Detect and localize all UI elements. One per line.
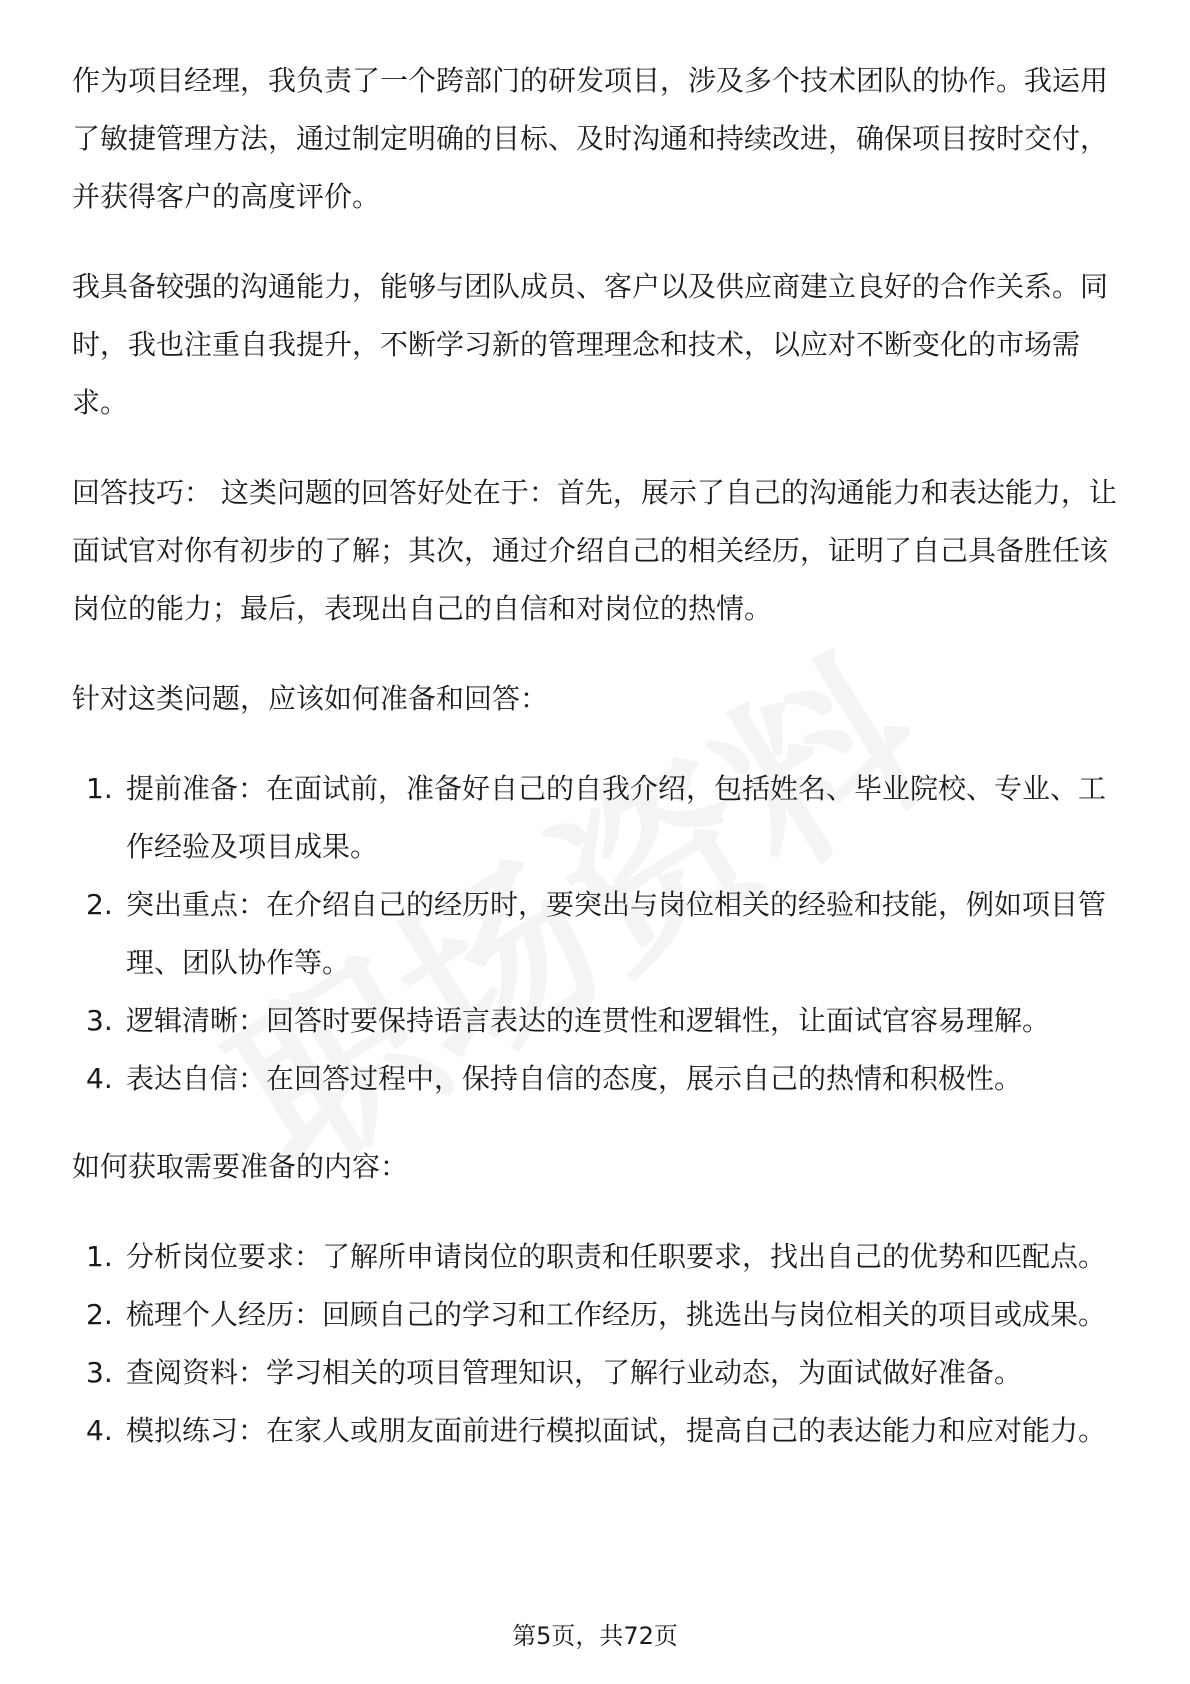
list-item [72, 1344, 1122, 1402]
heading-how-to-prepare: 针对这类问题，应该如何准备和回答： [72, 682, 549, 715]
list-number: 1. [86, 1240, 113, 1273]
list-item [72, 1402, 1122, 1460]
paragraph-communication-ability: 我具备较强的沟通能力，能够与团队成员、客户以及供应商建立良好的合作关系。同时，我也注重自我提升，不断学习新的管理理念和技术，以应对不断变化的市场需求。 [72, 270, 1109, 419]
preparation-list [72, 760, 1122, 1108]
list-item-text: 逻辑清晰：回答时要保持语言表达的连贯性和逻辑性，让面试官容易理解。 [126, 1004, 1051, 1037]
list-number: 4. [86, 1414, 113, 1447]
list-item [72, 992, 1122, 1050]
list-item-text: 提前准备：在面试前，准备好自己的自我介绍，包括姓名、毕业院校、专业、工作经验及项目成果。 [126, 772, 1107, 863]
list-item [72, 760, 1122, 876]
page-number-footer: 第5页，共72页 [512, 1622, 678, 1650]
list-item-text: 梳理个人经历：回顾自己的学习和工作经历，挑选出与岗位相关的项目或成果。 [126, 1298, 1107, 1331]
list-number: 3. [86, 1004, 113, 1037]
list-item [72, 1228, 1122, 1286]
list-number: 1. [86, 772, 113, 805]
list-item-text: 模拟练习：在家人或朋友面前进行模拟面试，提高自己的表达能力和应对能力。 [126, 1414, 1107, 1447]
list-item [72, 1286, 1122, 1344]
list-item-text: 分析岗位要求：了解所申请岗位的职责和任职要求，找出自己的优势和匹配点。 [126, 1240, 1107, 1273]
content-sources-list [72, 1228, 1122, 1460]
paragraph-answer-tips: 回答技巧： 这类问题的回答好处在于：首先，展示了自己的沟通能力和表达能力，让面试官对你有初步的了解；其次，通过介绍自己的相关经历，证明了自己具备胜任该岗位的能力；最后，表现出自己的自信和对岗位的热情。 [72, 476, 1117, 625]
list-item-text: 突出重点：在介绍自己的经历时，要突出与岗位相关的经验和技能，例如项目管理、团队协作等。 [126, 888, 1107, 979]
list-item-text: 表达自信：在回答过程中，保持自信的态度，展示自己的热情和积极性。 [126, 1062, 1023, 1095]
list-number: 3. [86, 1356, 113, 1389]
heading-how-to-get-content: 如何获取需要准备的内容： [72, 1150, 409, 1183]
document-body [72, 52, 1122, 1490]
list-number: 4. [86, 1062, 113, 1095]
list-item-text: 查阅资料：学习相关的项目管理知识，了解行业动态，为面试做好准备。 [126, 1356, 1023, 1389]
list-number: 2. [86, 1298, 113, 1331]
list-item [72, 1050, 1122, 1108]
list-number: 2. [86, 888, 113, 921]
paragraph-project-experience: 作为项目经理，我负责了一个跨部门的研发项目，涉及多个技术团队的协作。我运用了敏捷管理方法，通过制定明确的目标、及时沟通和持续改进，确保项目按时交付，并获得客户的高度评价。 [72, 64, 1109, 213]
list-item [72, 876, 1122, 992]
